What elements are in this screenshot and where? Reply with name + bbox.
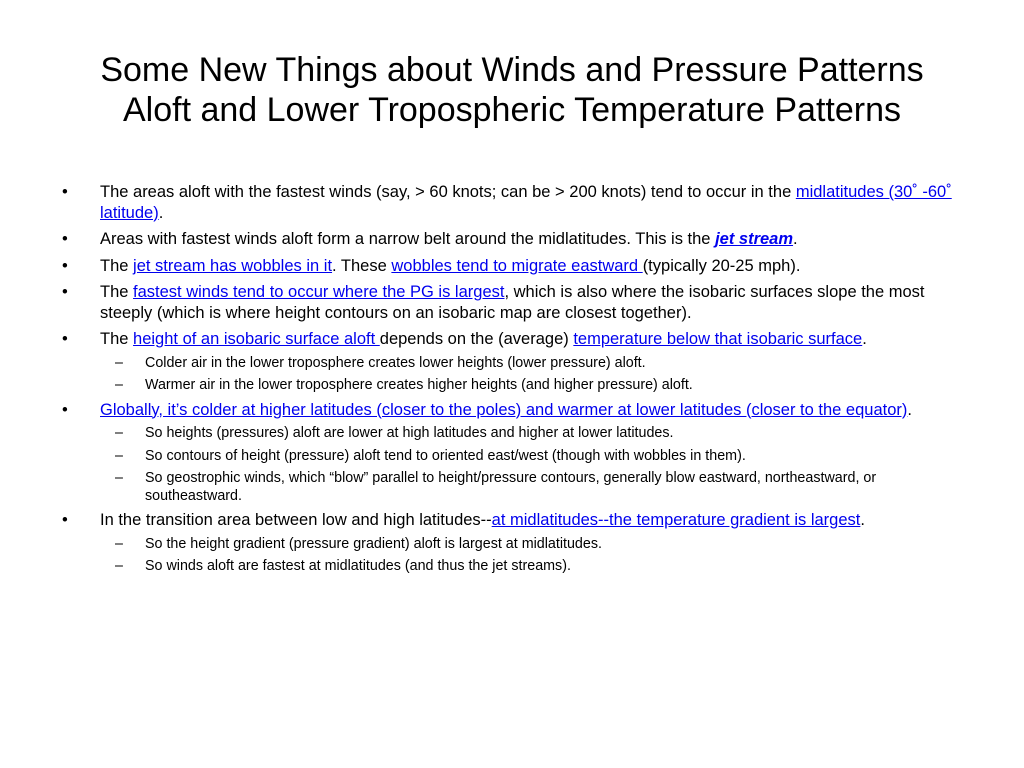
bullet-text: , which is also where the isobaric surfaces slope the most steeply (which is where height contours on an isobaric map are closest together).: [100, 283, 925, 322]
bullet-mark: •: [62, 183, 68, 201]
bullet-text: .: [907, 400, 912, 419]
sub-bullet-mark: –: [115, 535, 123, 552]
sub-bullet-item: [58, 470, 968, 505]
bullet-text: The: [100, 283, 134, 301]
bullet-text: .: [158, 203, 164, 222]
bullet-text: The: [100, 256, 134, 275]
bullet-text: Areas with fastest winds aloft form a narrow belt around the midlatitudes. This is the: [100, 230, 716, 248]
link-jet-stream-wobbles[interactable]: jet stream has wobbles in it: [133, 256, 333, 275]
sub-bullet-mark: –: [115, 558, 123, 574]
sub-bullet-item: [58, 425, 968, 443]
bullet-text: .: [862, 330, 867, 348]
link-temperature-below[interactable]: temperature below that isobaric surface: [573, 330, 863, 348]
bullet-text: . These: [332, 256, 392, 275]
slide-content: [58, 182, 968, 581]
sub-bullet-mark: –: [115, 425, 123, 441]
sub-bullet-text: Colder air in the lower troposphere creates lower heights (lower pressure) aloft.: [145, 354, 646, 371]
title-line-1: Some New Things about Winds and Pressure Patterns: [100, 51, 924, 89]
bullet-item: [58, 256, 968, 277]
sub-bullet-text: Warmer air in the lower troposphere creates higher heights (and higher pressure) aloft.: [145, 377, 693, 393]
bullet-text: .: [793, 230, 798, 248]
bullet-item: [58, 182, 968, 223]
bullet-item: [58, 329, 968, 350]
title-line-2: Aloft and Lower Tropospheric Temperature Patterns: [122, 91, 901, 129]
sub-bullet-text: So winds aloft are fastest at midlatitudes (and thus the jet streams).: [145, 558, 571, 574]
sub-bullet-item: [58, 558, 968, 576]
bullet-mark: •: [62, 256, 68, 275]
bullet-mark: •: [62, 511, 68, 529]
sub-bullet-item: [58, 377, 968, 395]
sub-bullet-mark: –: [115, 470, 123, 486]
bullet-text: (typically 20-25 mph).: [642, 256, 801, 275]
sub-bullet-mark: –: [115, 377, 123, 393]
link-midlatitudes-gradient[interactable]: at midlatitudes--the temperature gradient is largest: [491, 511, 861, 529]
bullet-item: [58, 229, 968, 250]
sub-bullet-text: So the height gradient (pressure gradient) aloft is largest at midlatitudes.: [145, 535, 602, 552]
sub-bullet-mark: –: [115, 447, 123, 464]
sub-bullet-text: So contours of height (pressure) aloft tend to oriented east/west (though with wobbles in them).: [145, 447, 746, 464]
sub-bullet-item: [58, 536, 968, 554]
bullet-item: [58, 282, 968, 323]
bullet-mark: •: [62, 283, 68, 301]
bullet-mark: •: [62, 330, 68, 348]
link-globally-colder[interactable]: Globally, it’s colder at higher latitudes (closer to the poles) and warmer at lower latitudes (closer to the equator): [100, 400, 908, 419]
sub-bullet-mark: –: [115, 354, 123, 371]
sub-bullet-item: [58, 355, 968, 373]
slide-title: [40, 50, 984, 130]
link-midlatitudes[interactable]: midlatitudes (30˚ -60˚ latitude): [100, 183, 952, 222]
bullet-text: depends on the (average): [379, 330, 574, 348]
link-jet-stream[interactable]: jet stream: [715, 230, 794, 248]
bullet-mark: •: [62, 400, 68, 419]
link-isobaric-height[interactable]: height of an isobaric surface aloft: [133, 330, 380, 348]
link-fastest-winds[interactable]: fastest winds tend to occur where the PG is largest: [133, 283, 505, 301]
sub-bullet-text: So geostrophic winds, which “blow” parallel to height/pressure contours, generally blow eastward, northeastward, or southeastward.: [145, 470, 877, 504]
bullet-mark: •: [62, 230, 68, 248]
bullet-item: [58, 510, 968, 531]
bullet-text: The areas aloft with the fastest winds (say, > 60 knots; can be > 200 knots) tend to occur in the: [100, 183, 796, 201]
bullet-text: The: [100, 330, 134, 348]
bullet-text: In the transition area between low and high latitudes--: [100, 511, 492, 529]
link-wobbles-migrate[interactable]: wobbles tend to migrate eastward: [391, 256, 643, 275]
bullet-item: [58, 400, 968, 421]
sub-bullet-item: [58, 448, 968, 466]
sub-bullet-text: So heights (pressures) aloft are lower at high latitudes and higher at lower latitudes.: [145, 425, 674, 441]
bullet-text: .: [860, 511, 865, 529]
